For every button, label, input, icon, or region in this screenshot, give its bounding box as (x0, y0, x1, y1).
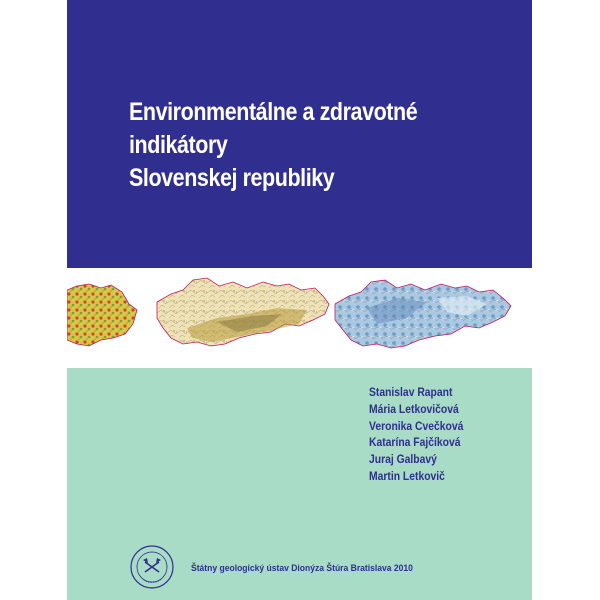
author-list (369, 385, 463, 486)
map-3-icon (335, 280, 511, 348)
institute-logo-icon (129, 544, 175, 590)
title-line-3: Slovenskej republiky (129, 164, 335, 192)
author-name: Juraj Galbavý (369, 454, 437, 467)
author-name: Mária Letkovičová (369, 403, 459, 416)
title-band (67, 0, 532, 268)
book-cover (67, 0, 532, 600)
book-title (129, 96, 417, 195)
author-name: Katarína Fajčíková (369, 437, 461, 450)
map-2-icon (157, 278, 329, 346)
title-line-1: Environmentálne a zdravotné (129, 98, 418, 126)
map-strip (67, 268, 532, 368)
slovakia-maps-illustration (67, 268, 532, 368)
map-1-icon (67, 284, 137, 346)
author-name: Stanislav Rapant (369, 387, 453, 399)
author-name: Veronika Cvečková (369, 420, 464, 433)
publisher-line: Štátny geologický ústav Dionýza Štúra Bratislava 2010 (191, 563, 413, 574)
authors-band (67, 368, 532, 600)
author-name: Martin Letkovič (369, 470, 445, 483)
title-line-2: indikátory (129, 131, 228, 159)
